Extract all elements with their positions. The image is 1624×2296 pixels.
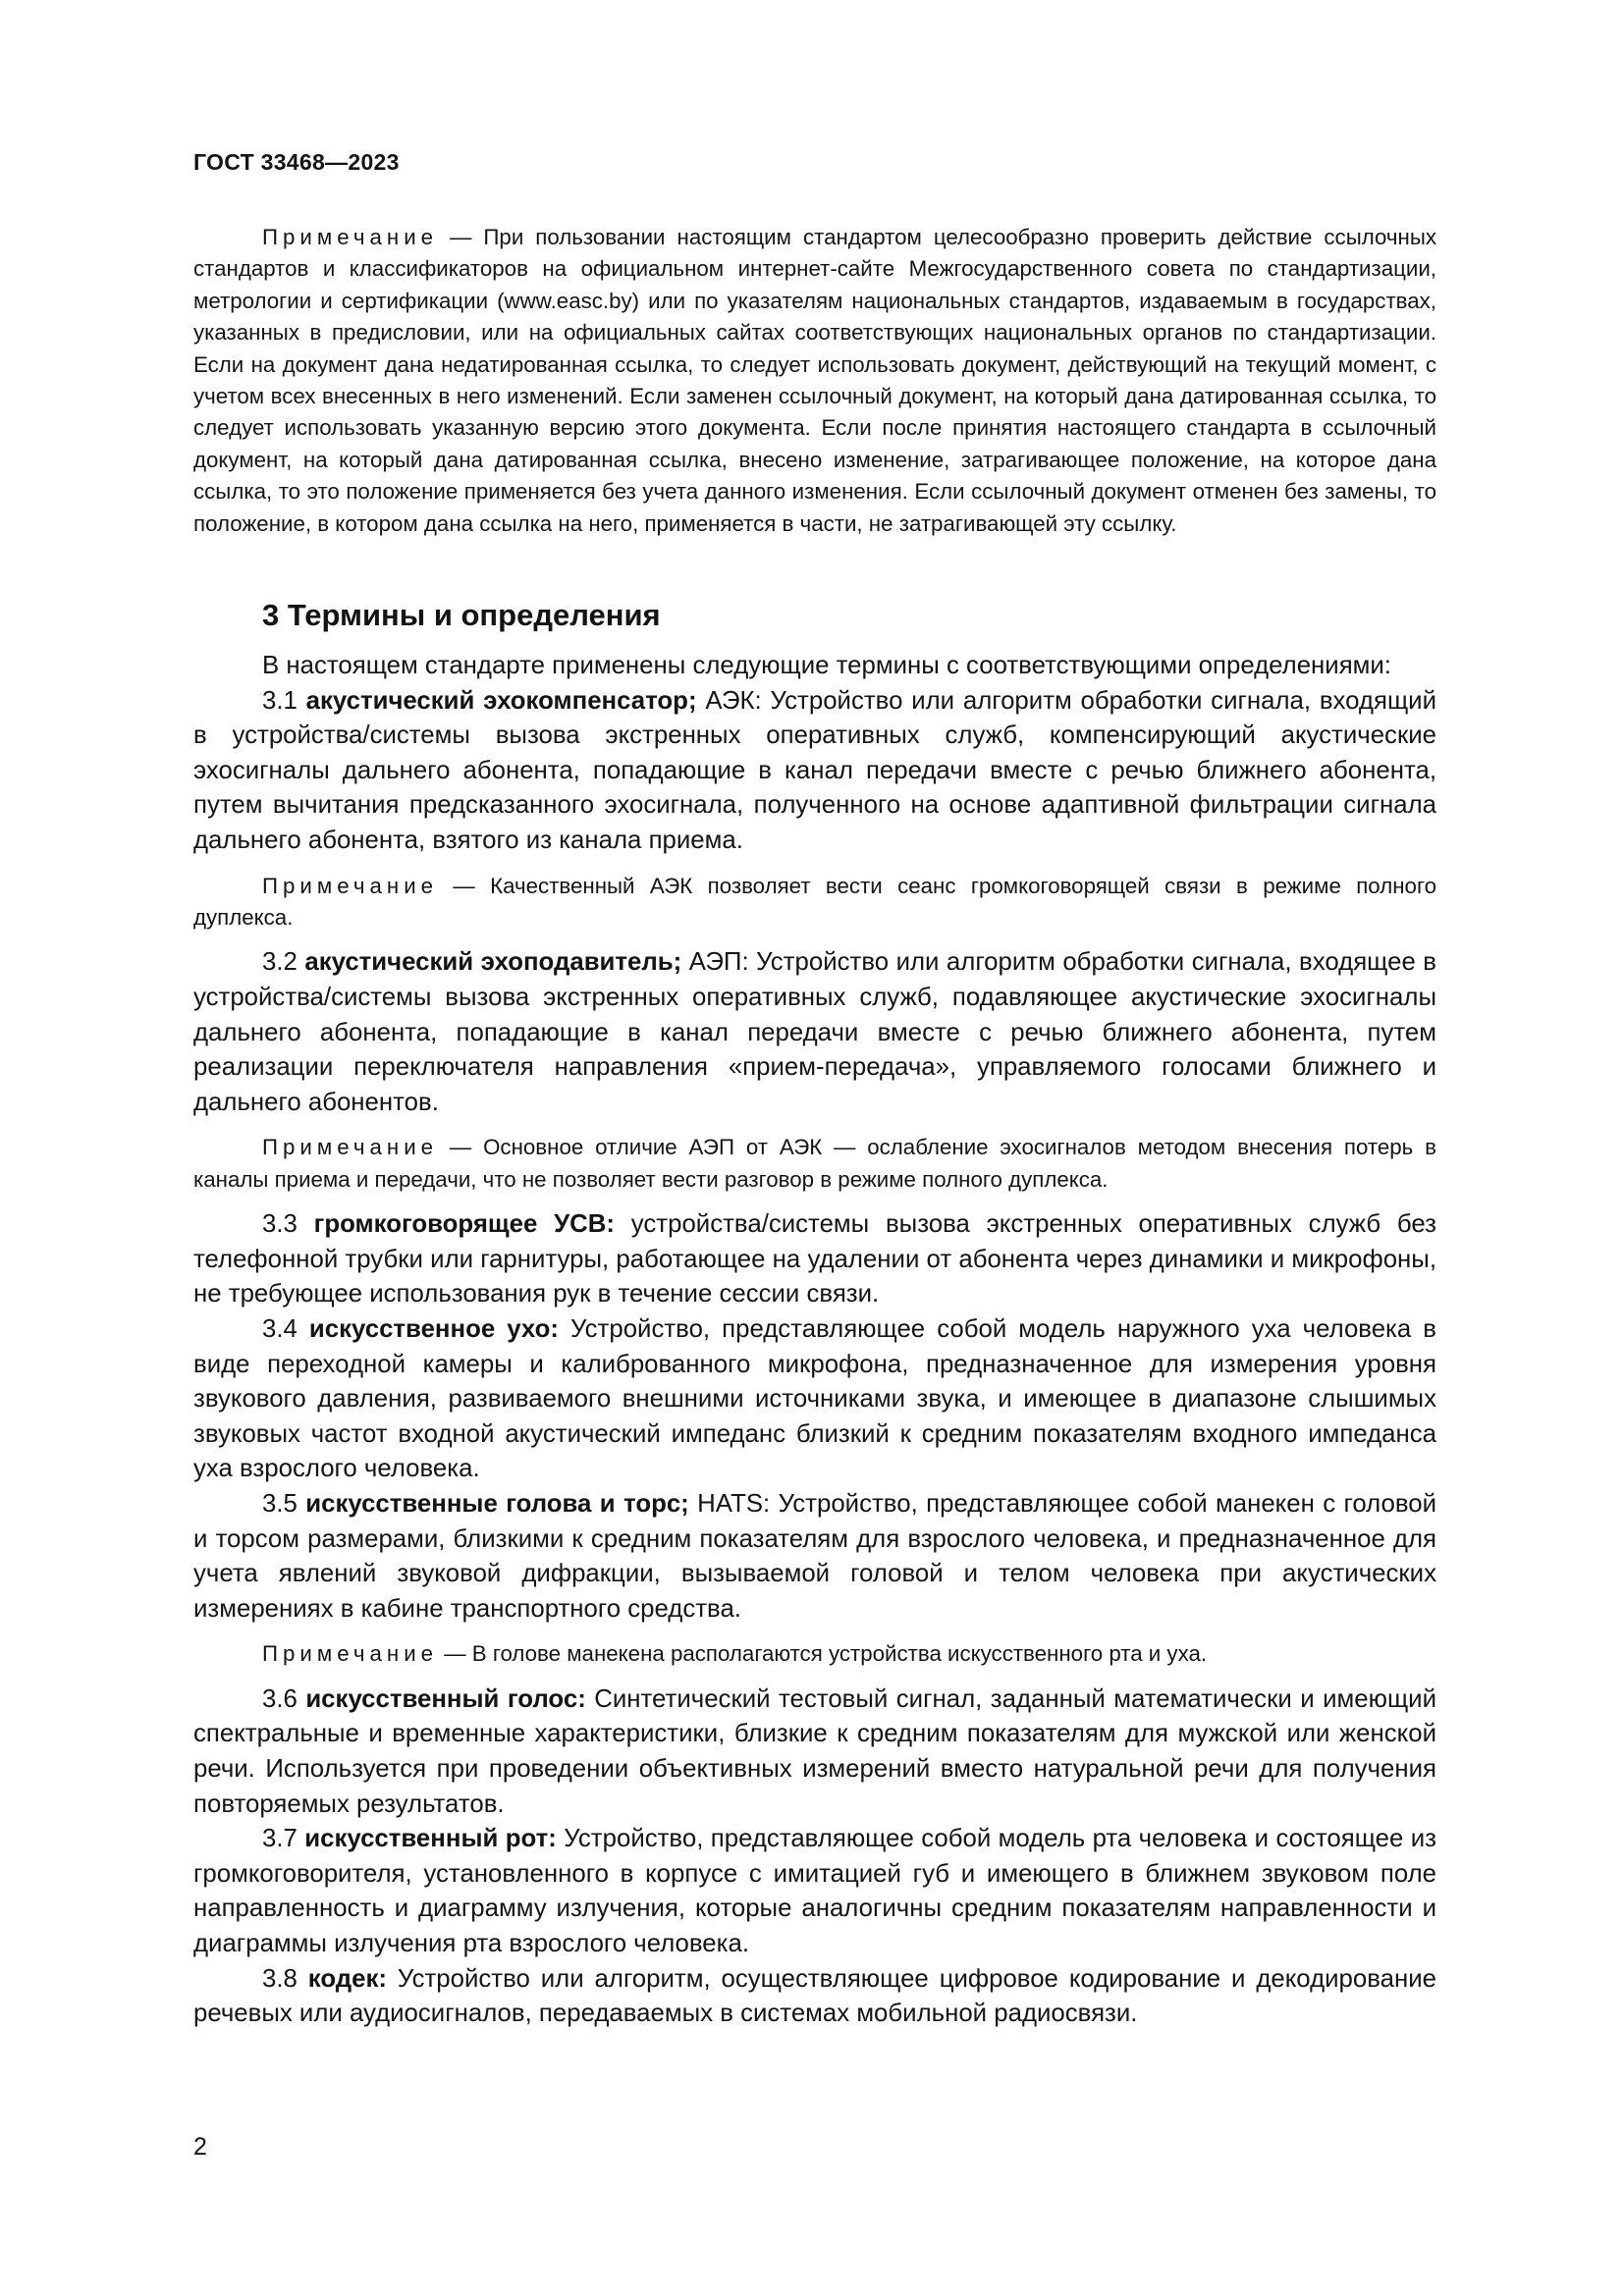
term-note xyxy=(193,1638,1436,1670)
term-entry xyxy=(193,945,1436,1120)
term-name: акустический эхокомпенсатор; xyxy=(305,686,697,715)
note-text: Основное отличие АЭП от АЭК — ослабление эхосигналов методом внесения потерь в каналы приема и передачи, что не позволяет вести разговор в режиме полного дуплекса. xyxy=(193,1135,1437,1192)
term-name: искусственный голос: xyxy=(305,1684,586,1713)
note-text: Качественный АЭК позволяет вести сеанс громкоговорящей связи в режиме полного дуплекса. xyxy=(193,873,1436,931)
term-name: кодек: xyxy=(307,1964,387,1993)
page-number: 2 xyxy=(193,2133,207,2161)
term-number: 3.3 xyxy=(262,1210,314,1239)
page-content xyxy=(193,222,1436,2032)
note-dash: — xyxy=(438,225,484,249)
term-note xyxy=(193,871,1436,934)
note-label: Примечание xyxy=(262,873,439,898)
term-entry xyxy=(193,1207,1436,1312)
term-entry xyxy=(193,1822,1436,1961)
term-number: 3.4 xyxy=(262,1315,309,1343)
note-text: В голове манекена располагаются устройства искусственного рта и уха. xyxy=(471,1641,1208,1667)
note-label: Примечание xyxy=(262,225,439,249)
terms-list xyxy=(193,684,1436,2032)
term-name: искусственные голова и торс; xyxy=(305,1489,689,1518)
term-number: 3.8 xyxy=(262,1964,308,1993)
term-entry xyxy=(193,1962,1436,2032)
term-number: 3.1 xyxy=(262,686,306,715)
term-name: акустический эхоподавитель; xyxy=(304,948,682,977)
term-definition: Устройство, представляющее собой модель наружного уха человека в виде переходной камеры и калиброванного микрофона, предназначенное для измерения уровня звукового давления, развиваемого внешними источниками звука, и имеющее в диапазоне слышимых звуковых частот входной акустический импеданс близкий к средним показателям входного импеданса уха взрослого человека. xyxy=(193,1315,1436,1483)
term-entry xyxy=(193,684,1436,859)
term-number: 3.6 xyxy=(262,1684,306,1713)
term-number: 3.5 xyxy=(262,1489,306,1518)
term-number: 3.2 xyxy=(262,948,305,977)
term-entry xyxy=(193,1682,1436,1822)
term-name: громкоговорящее УСВ: xyxy=(313,1210,616,1239)
term-name: искусственный рот: xyxy=(304,1825,557,1853)
term-definition: HATS: Устройство, представляющее собой манекен с головой и торсом размерами, близкими к средним показателям для взрослого человека, и предназначенное для учета явлений звуковой дифракции, вызываемой головой и телом человека при акустических измерениях в кабине транспортного средства. xyxy=(193,1489,1437,1623)
term-definition: Синтетический тестовый сигнал, заданный математически и имеющий спектральные и временные характеристики, близкие к средним показателям для мужской или женской речи. Используется при проведении объективных измерений вместо натуральной речи для получения повторяемых результатов. xyxy=(193,1684,1436,1818)
note-label: Примечание xyxy=(262,1135,439,1160)
standard-header: ГОСТ 33468—2023 xyxy=(193,149,400,175)
note-text: При пользовании настоящим стандартом целесообразно проверить действие ссылочных стандартов и классификаторов на официальном интернет-сайте Межгосударственного совета по стандартизации, метрологии и сертификации (www.easc.by) или по указателям национальных стандартов, издаваемым в государствах, указанных в предисловии, или на официальных сайтах соответствующих национальных органов по стандартизации. Если на документ дана недатированная ссылка, то следует использовать документ, действующий на текущий момент, с учетом всех внесенных в него изменений. Если заменен ссылочный документ, на который дана датированная ссылка, то следует использовать указанную версию этого документа. Если после принятия настоящего стандарта в ссылочный документ, на который дана датированная ссылка, внесено изменение, затрагивающее положение, на которое дана ссылка, то это положение применяется без учета данного изменения. Если ссылочный документ отменен без замены, то положение, в котором дана ссылка на него, применяется в части, не затрагивающей эту ссылку. xyxy=(193,225,1437,536)
note-dash: — xyxy=(438,1135,484,1160)
term-note xyxy=(193,1132,1436,1196)
term-definition: АЭК: Устройство или алгоритм обработки сигнала, входящий в устройства/системы вызова экстренных оперативных служб, компенсирующий акустические эхосигналы дальнего абонента, попадающие в канал передачи вместе с речью ближнего абонента, путем вычитания предсказанного эхосигнала, полученного на основе адаптивной фильтрации сигнала дальнего абонента, взятого из канала приема. xyxy=(193,686,1436,855)
note-label: Примечание xyxy=(262,1641,439,1667)
term-number: 3.7 xyxy=(262,1825,305,1853)
term-definition: АЭП: Устройство или алгоритм обработки сигнала, входящее в устройства/системы вызова экстренных оперативных служб, подавляющее акустические эхосигналы дальнего абонента, попадающие в канал передачи вместе с речью ближнего абонента, путем реализации переключателя направления «прием-передача», управляемого голосами ближнего и дальнего абонентов. xyxy=(193,948,1436,1116)
note-dash: — xyxy=(438,873,491,898)
term-entry xyxy=(193,1487,1436,1627)
section-heading: 3 Термины и определения xyxy=(262,598,661,633)
intro-note xyxy=(193,222,1436,540)
note-dash: — xyxy=(438,1641,472,1667)
term-definition: Устройство, представляющее собой модель рта человека и состоящее из громкоговорителя, установленного в корпусе с имитацией губ и имеющего в ближнем звуковом поле направленность и диаграмму излучения, которые аналогичны средним показателям направленности и диаграммы излучения рта взрослого человека. xyxy=(193,1825,1437,1957)
term-definition: Устройство или алгоритм, осуществляющее цифровое кодирование и декодирование речевых или аудиосигналов, передаваемых в системах мобильной радиосвязи. xyxy=(193,1964,1436,2028)
section-intro: В настоящем стандарте применены следующие термины с соответствующими определениями: xyxy=(262,652,1391,680)
term-entry xyxy=(193,1312,1436,1487)
term-name: искусственное ухо: xyxy=(308,1315,559,1343)
term-definition: устройства/системы вызова экстренных оперативных служб без телефонной трубки или гарнитуры, работающее на удалении от абонента через динамики и микрофоны, не требующее использования рук в течение сессии связи. xyxy=(193,1210,1436,1308)
